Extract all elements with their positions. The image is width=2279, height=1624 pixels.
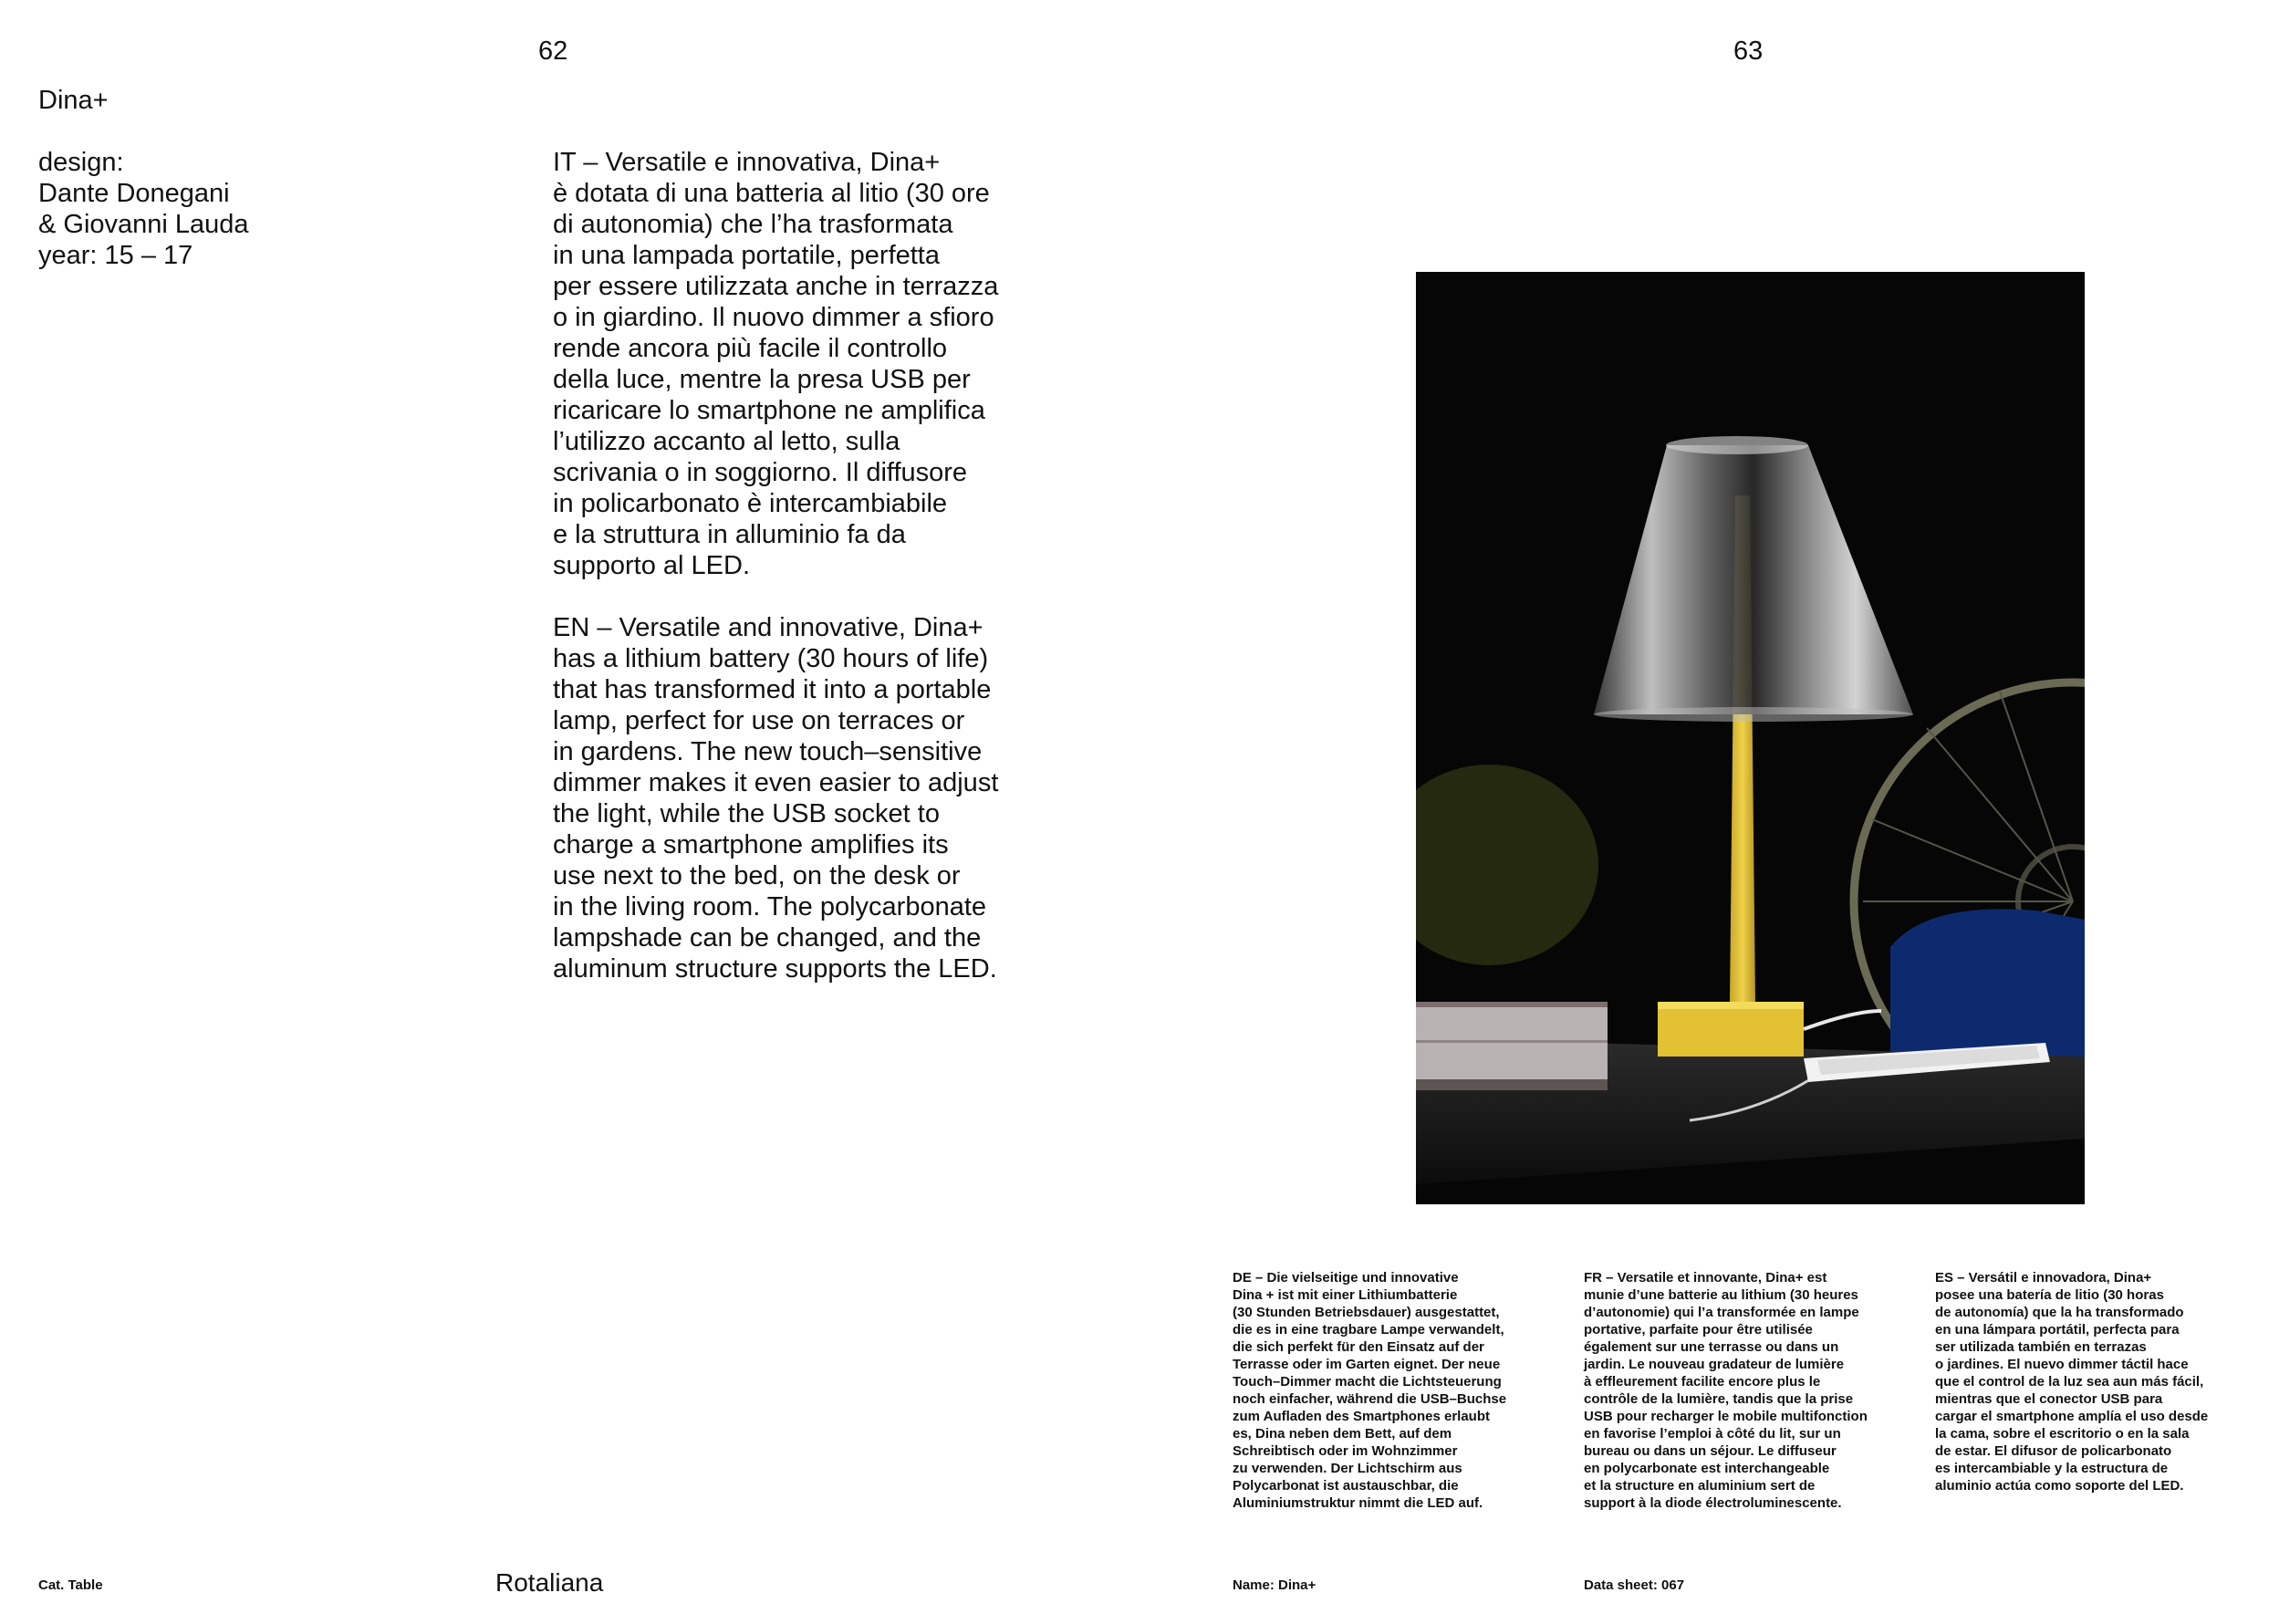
product-title: Dina+: [38, 86, 109, 115]
description-it: IT – Versatile e innovativa, Dina+ è dotata di una batteria al litio (30 ore di autonomia) che l’ha trasformata in una lampada portatile, perfetta per essere utilizzata anche in terrazza o in giardino. Il nuovo dimmer a sfioro rende ancora più facile il controllo della luce, mentre la presa USB per ricaricare lo smartphone ne amplifica l’utilizzo accanto al letto, sulla scrivania o in soggiorno. Il diffusore in policarbonato è intercambiabile e la struttura in alluminio fa da supporto al LED.: [553, 148, 999, 580]
footer-category: Cat. Table: [38, 1577, 103, 1593]
description-es: ES – Versátil e innovadora, Dina+ posee una batería de litio (30 horas de autonomía) que la ha transformado en una lámpara portátil, perfecta para ser utilizada también en terrazas o jardines. El nuevo dimmer táctil hace que el control de la luz sea aun más fácil, mientras que el conector USB para cargar el smartphone amplía el uso desde la cama, sobre el escritorio o en la sala de estar. El difusor de policarbonato es intercambiable y la estructura de aluminio actúa como soporte del LED.: [1935, 1270, 2209, 1494]
description-en: EN – Versatile and innovative, Dina+ has a lithium battery (30 hours of life) that has transformed it into a portable lamp, perfect for use on terraces or in gardens. The new touch–sensitive dimmer makes it even easier to adjust the light, while the USB socket to charge a smartphone amplifies its use next to the bed, on the desk or in the living room. The polycarbonate lampshade can be changed, and the aluminum structure supports the LED.: [553, 613, 999, 984]
description-fr: FR – Versatile et innovante, Dina+ est munie d’une batterie au lithium (30 heures d’autonomie) qui l’a transformée en lampe portative, parfaite pour être utilisée également sur une terrasse ou dans un jardin. Le nouveau gradateur de lumière à effleurement facilite encore plus le contrôle de la lumière, tandis que la prise USB pour recharger le mobile multifonction en favorise l’emploi à côté du lit, sur un bureau ou dans un séjour. Le diffuseur en polycarbonate est interchangeable et la structure en aluminium sert de support à la diode électroluminescente.: [1584, 1270, 1868, 1511]
description-body: [553, 147, 1119, 984]
product-photo: [1416, 272, 2085, 1204]
design-credits: design: Dante Donegani & Giovanni Lauda year: 15 – 17: [38, 148, 249, 270]
page-number-left: 62: [538, 36, 568, 66]
description-de: DE – Die vielseitige und innovative Dina + ist mit einer Lithiumbatterie (30 Stunden Betriebsdauer) ausgestattet, die es in eine tragbare Lampe verwandelt, die sich perfekt für den Einsatz auf der Terrasse oder im Garten eignet. Der neue Touch–Dimmer macht die Lichtsteuerung noch einfacher, während die USB–Buchse zum Aufladen des Smartphones erlaubt es, Dina neben dem Bett, auf dem Schreibtisch oder im Wohnzimmer zu verwenden. Der Lichtschirm aus Polycarbonat ist austauschbar, die Aluminiumstruktur nimmt die LED auf.: [1233, 1270, 1507, 1511]
lamp-illustration: [1416, 272, 2085, 1204]
page-number-right: 63: [1733, 36, 1764, 66]
footer-product-name: Name: Dina+: [1233, 1577, 1316, 1593]
footer-datasheet: Data sheet: 067: [1584, 1577, 1685, 1593]
brand-logo: Rotaliana: [495, 1568, 604, 1597]
